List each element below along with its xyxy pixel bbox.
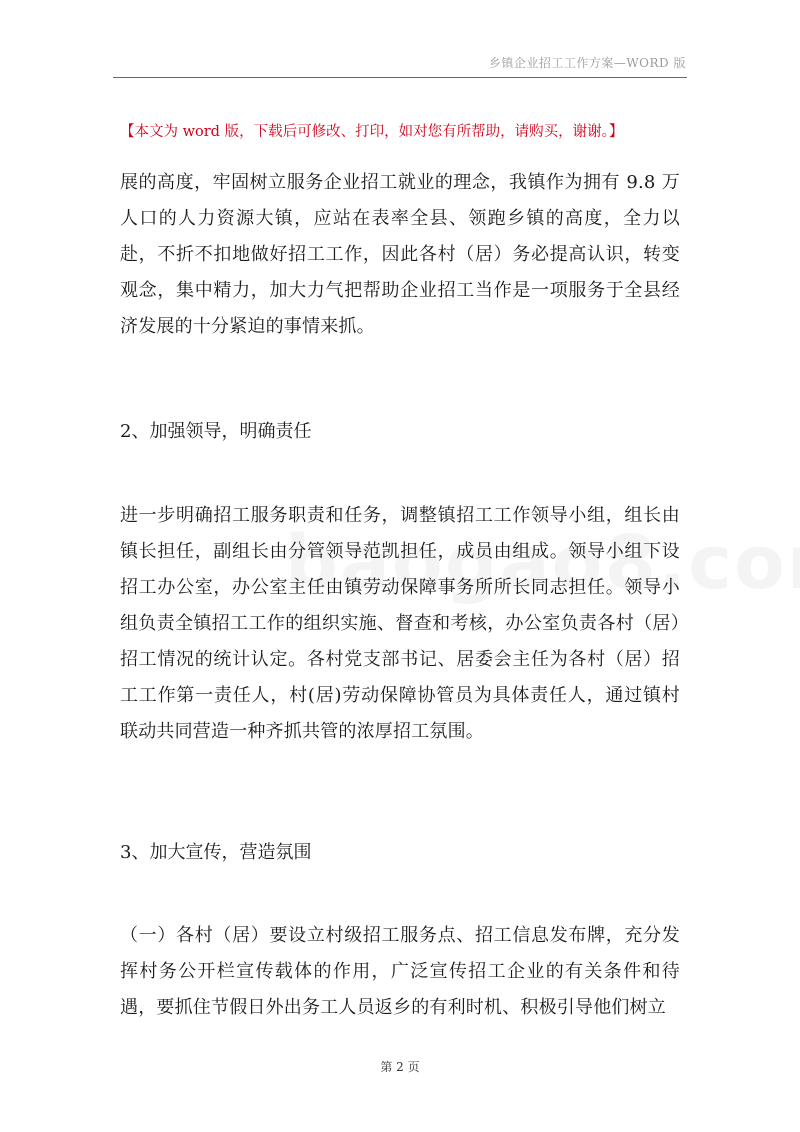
- paragraph-2: 进一步明确招工服务职责和任务，调整镇招工工作领导小组，组长由镇长担任，副组长由分管领导范凯担任，成员由组成。领导小组下设招工办公室，办公室主任由镇劳动保障事务所所长同志担任。领导小组负责全镇招工工作的组织实施、督查和考核，办公室负责各村（居）招工情况的统计认定。各村党支部书记、居委会主任为各村（居）招工工作第一责任人，村(居)劳动保障协管员为具体责任人，通过镇村联动共同营造一种齐抓共管的浓厚招工氛围。: [120, 505, 680, 742]
- paragraph-3: （一）各村（居）要设立村级招工服务点、招工信息发布牌，充分发挥村务公开栏宣传载体的作用，广泛宣传招工企业的有关条件和待遇，要抓住节假日外出务工人员返乡的有利时机、积极引导他们树立: [120, 925, 680, 1018]
- paragraph-1: 展的高度，牢固树立服务企业招工就业的理念，我镇作为拥有 9.8 万人口的人力资源大镇，应站在表率全县、领跑乡镇的高度，全力以赴，不折不扣地做好招工工作，因此各村（居）务必提高认识，转变观念，集中精力，加大力气把帮助企业招工当作是一项服务于全县经济发展的十分紧迫的事情来抓。: [120, 172, 680, 337]
- section-heading-2: 2、加强领导，明确责任: [120, 421, 312, 442]
- section-heading-3: 3、加大宣传，营造氛围: [120, 842, 312, 863]
- download-notice: 【本文为 word 版，下载后可修改、打印，如对您有所帮助，请购买，谢谢。】: [120, 124, 624, 140]
- page-number: 第 2 页: [380, 1060, 420, 1074]
- document-header-title: 乡镇企业招工工作方案—WORD 版: [488, 56, 686, 70]
- header-divider: [113, 77, 687, 78]
